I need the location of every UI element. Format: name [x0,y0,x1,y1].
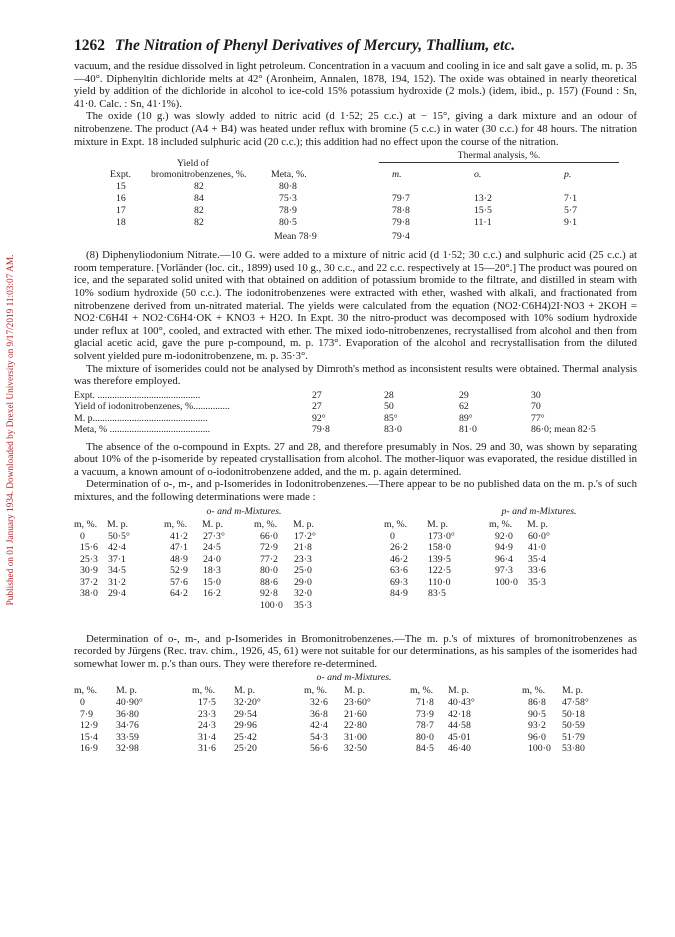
table-cell: 80·0 [416,731,434,743]
download-stamp-text: Published on 01 January 1934. Downloaded by Drexel University on 9/17/2019 11:03:07 AM. [6,254,16,606]
paragraph-7: Determination of o-, m-, and p-Isomerides in Bromonitrobenzenes.—The m. p.'s of mixtures of bromonitrobenzenes as recorded by Jürgens (Rec. trav. chim., 1926, 45, 61) were not suitable for our determinations, as his samples of the isomerides had somewhat lower m. p.'s than ours. They were therefore re-determined. [74,632,637,670]
running-title: The Nitration of Phenyl Derivatives of Mercury, Thallium, etc. [114,37,516,54]
table-cell: 62 [459,401,469,413]
table-cell: 0 [80,697,85,709]
table-cell: 21·60 [344,708,367,720]
table-cell: 42·4 [108,542,126,554]
thermal-analysis-header: Thermal analysis, %. [457,150,541,162]
table-cell: 31·00 [344,731,367,743]
table-cell: 57·6 [170,576,188,588]
table-cell: 100·0 [495,576,518,588]
table-cell: 25·0 [294,565,312,577]
table-cell: 15·0 [203,576,221,588]
paragraph-6: Determination of o-, m-, and p-Isomerides in Iodonitrobenzenes.—There appear to be no published data on the m. p.'s of such mixtures, and the following determinations were made : [74,478,637,504]
table-cell: 77° [531,412,545,424]
table-cell: 80·0 [260,565,278,577]
col-mp: M. p. [234,685,255,697]
col-mp: M. p. [562,685,583,697]
table-cell: 35·3 [528,576,546,588]
table-cell: 27 [312,389,322,401]
table-cell: 78·8 [392,205,410,217]
table-cell: 66·0 [260,530,278,542]
table-cell: 25·42 [234,731,257,743]
table-cell: 86·0; mean 82·5 [531,424,596,436]
table-iodination [74,390,637,438]
col-m-percent: m, %. [192,685,216,697]
table-cell: 83·0 [384,424,402,436]
mean-label: Mean 78·9 [274,231,317,243]
col-meta: Meta, %. [271,169,307,181]
caption-om-mixtures: o- and m-Mixtures. [206,505,282,517]
table-cell: 17 [116,205,126,217]
table-cell: 100·0 [528,743,551,755]
table-cell: 22·80 [344,720,367,732]
col-mp: M. p. [448,685,469,697]
paragraph-4: The mixture of isomerides could not be analysed by Dimroth's method as inconsistent results were obtained. Thermal analysis was therefore employed. [74,362,637,388]
table-cell: 29·4 [108,588,126,600]
table-cell: 122·5 [428,565,451,577]
table-cell: 26·2 [390,542,408,554]
table-cell: 23·60° [344,697,371,709]
table-cell: 84 [194,193,204,205]
table-cell: 46·40 [448,743,471,755]
col-mp: M. p. [293,518,314,530]
table-cell: 24·0 [203,553,221,565]
thermal-rule [379,162,619,163]
table-cell: 54·3 [310,731,328,743]
table-cell: 51·79 [562,731,585,743]
table-cell: 32·50 [344,743,367,755]
table-cell: 92° [312,412,326,424]
col-m-percent: m, %. [410,685,434,697]
table-cell: 88·6 [260,576,278,588]
table-cell: 81·0 [459,424,477,436]
table-cell: 23·3 [198,708,216,720]
mean-m: 79·4 [392,231,410,243]
table-cell: 89° [459,412,473,424]
table-cell: 41·2 [170,530,188,542]
col-m-percent: m, %. [74,518,98,530]
table-cell: 29·0 [294,576,312,588]
table-cell: 97·3 [495,565,513,577]
table-cell: 96·4 [495,553,513,565]
table-cell: 11·1 [474,217,492,229]
table-cell: 35·3 [294,599,312,611]
paragraph-1: vacuum, and the residue dissolved in light petroleum. Concentration in a vacuum and cooling in ice and salt gave a solid, m. p. 35—40°. Diphenyltin dichloride melts at 42° (Aronheim, Annalen, 1878, 194, 152). The oxide was obtained in nearly theoretical yield by addition of the dichloride in alcohol to ice-cold 15% potassium hydroxide (2 mols.) (idem, ibid., p. 157) (Found : Sn, 41·0. Calc. : Sn, 41·1%). [74,60,637,110]
table-cell: 46·2 [390,553,408,565]
table-cell: 36·80 [116,708,139,720]
table-cell: 79·7 [392,193,410,205]
table-cell: 73·9 [416,708,434,720]
table-cell: 139·5 [428,553,451,565]
table-cell: 40·90° [116,697,143,709]
table-cell: 64·2 [170,588,188,600]
table-cell: 50·5° [108,530,130,542]
table-cell: 30·9 [80,565,98,577]
table-cell: 48·9 [170,553,188,565]
table-cell: 31·2 [108,576,126,588]
table-cell: 78·9 [279,205,297,217]
table-cell: 94·9 [495,542,513,554]
table-cell: 34·5 [108,565,126,577]
table-cell: 47·58° [562,697,589,709]
table-cell: 50·18 [562,708,585,720]
table-cell: 83·5 [428,588,446,600]
table-cell: 27·3° [203,530,225,542]
running-header [74,36,637,56]
download-stamp [0,120,20,740]
row-label: Yield of iodonitrobenzenes, %............... [74,401,230,413]
table-cell: 24·5 [203,542,221,554]
table-cell: 85° [384,412,398,424]
table-cell: 72·9 [260,542,278,554]
table-cell: 40·43° [448,697,475,709]
col-m-percent: m, %. [489,518,513,530]
table-bromonitro-mp [74,672,637,756]
table-cell: 33·59 [116,731,139,743]
table-cell: 16·9 [80,743,98,755]
table-cell: 79·8 [392,217,410,229]
table-cell: 9·1 [564,217,578,229]
table-cell: 17·2° [294,530,316,542]
table-cell: 28 [384,389,394,401]
table-cell: 25·3 [80,553,98,565]
yield-of-label: Yield of [177,158,209,170]
col-p: p. [564,169,572,181]
col-expt: Expt. [110,169,131,181]
table-cell: 15 [116,181,126,193]
col-m-percent: m, %. [164,518,188,530]
table-cell: 32·6 [310,697,328,709]
table-cell: 45·01 [448,731,471,743]
table-cell: 100·0 [260,599,283,611]
table-cell: 50·59 [562,720,585,732]
col-o: o. [474,169,482,181]
table-bromination [74,150,637,246]
paragraph-5: The absence of the o-compound in Expts. 27 and 28, and therefore presumably in Nos. 29 and 30, was shown by separating about 10% of the p-isomeride by repeated crystallisation from alcohol. The mother-liquor was evaporated, the residue distilled in a vacuum, a known amount of o-iodonitrobenzene added, and the m. p. again determined. [74,440,637,478]
table-cell: 5·7 [564,205,578,217]
table-cell: 16 [116,193,126,205]
table-cell: 33·6 [528,565,546,577]
table-cell: 44·58 [448,720,471,732]
table-cell: 0 [80,530,85,542]
table-cell: 31·6 [198,743,216,755]
table-cell: 53·80 [562,743,585,755]
table-cell: 92·0 [495,530,513,542]
table-cell: 78·7 [416,720,434,732]
col-m-percent: m, %. [522,685,546,697]
table-cell: 82 [194,205,204,217]
table-cell: 77·2 [260,553,278,565]
table-iodonitro-mp [74,506,637,630]
table-cell: 15·6 [80,542,98,554]
table-cell: 37·1 [108,553,126,565]
table-cell: 50 [384,401,394,413]
table-cell: 32·0 [294,588,312,600]
paragraph-2: The oxide (10 g.) was slowly added to nitric acid (d 1·52; 25 c.c.) at − 15°, giving a dark mixture and an odour of nitrobenzene. The product (A4 + B4) was heated under reflux with bromine (5 c.c.) in water (30 c.c.) for 48 hours. The nitration mixture in Expt. 18 included sulphuric acid (20 c.c.); this addition had no effect upon the course of the nitration. [74,110,637,148]
paragraph-3: (8) Diphenyliodonium Nitrate.—10 G. were added to a mixture of nitric acid (d 1·52; 30 c.c.) and sulphuric acid (25 c.c.) at room temperature. [Vorländer (loc. cit., 1899) used 10 g., 30 c.c., and 22 c.c. respectively at 15—20°.] The product was poured on ice, and the separated solid united with that obtained on addition of potassium bromide to the filtrate, and distilled in steam with 10% sodium hydroxide (50 c.c.). The iodonitrobenzenes were extracted with ether, washed with alkali, and fractionated from nitrobenzene derived from un-nitrated material. The yields were calculated from the equation (NO2·C6H4)2I·NO3 + 2KOH = NO2·C6H4I + NO2·C6H4·OK + KNO3 + H2O. In Expt. 30 the nitro-product was decomposed with 10% sodium hydroxide under reflux at 100°, cooled, and extracted with ether. The mixed iodo-nitrobenzenes, recrystallised from alcohol and then from glacial acetic acid, gave the pure p-compound, m. p. 173°. Evaporation of the alcohol and recrystallisation from the diluted solvent yielded pure m-iodonitrobenzene, m. p. 35·3°. [74,249,637,362]
table-cell: 30 [531,389,541,401]
col-mp: M. p. [344,685,365,697]
table-cell: 32·98 [116,743,139,755]
table-cell: 41·0 [528,542,546,554]
col-m-percent: m, %. [254,518,278,530]
table-cell: 71·8 [416,697,434,709]
table-cell: 7·9 [80,708,94,720]
col-mp: M. p. [202,518,223,530]
table-cell: 42·4 [310,720,328,732]
table-cell: 15·5 [474,205,492,217]
table-cell: 82 [194,217,204,229]
table-cell: 110·0 [428,576,451,588]
table-cell: 82 [194,181,204,193]
page-number: 1262 [74,37,105,54]
table-cell: 32·20° [234,697,261,709]
col-mp: M. p. [527,518,548,530]
table-cell: 16·2 [203,588,221,600]
table-cell: 56·6 [310,743,328,755]
table-cell: 86·8 [528,697,546,709]
table-cell: 18·3 [203,565,221,577]
table-cell: 79·8 [312,424,330,436]
table-cell: 96·0 [528,731,546,743]
table-cell: 93·2 [528,720,546,732]
table-cell: 80·5 [279,217,297,229]
col-m: m. [392,169,402,181]
row-label: Expt. .......................................... [74,389,201,401]
table-cell: 17·5 [198,697,216,709]
col-yield: bromonitrobenzenes, %. [151,169,247,181]
table-cell: 13·2 [474,193,492,205]
table-cell: 36·8 [310,708,328,720]
table-cell: 173·0° [428,530,455,542]
table-cell: 29 [459,389,469,401]
table-cell: 23·3 [294,553,312,565]
table-cell: 69·3 [390,576,408,588]
table-cell: 63·6 [390,565,408,577]
col-mp: M. p. [116,685,137,697]
table-cell: 29·96 [234,720,257,732]
table-cell: 84·9 [390,588,408,600]
table-cell: 84·5 [416,743,434,755]
table-cell: 75·3 [279,193,297,205]
table-cell: 25·20 [234,743,257,755]
table-cell: 24·3 [198,720,216,732]
table-cell: 15·4 [80,731,98,743]
col-mp: M. p. [107,518,128,530]
table-cell: 21·8 [294,542,312,554]
table-cell: 80·8 [279,181,297,193]
table-cell: 7·1 [564,193,578,205]
table-cell: 38·0 [80,588,98,600]
table-cell: 92·8 [260,588,278,600]
table-cell: 0 [390,530,395,542]
table-cell: 34·76 [116,720,139,732]
table-cell: 37·2 [80,576,98,588]
caption-pm-mixtures: p- and m-Mixtures. [501,505,577,517]
table-cell: 47·1 [170,542,188,554]
table-cell: 70 [531,401,541,413]
paper-page [74,36,637,759]
table-cell: 18 [116,217,126,229]
table-cell: 29·54 [234,708,257,720]
row-label: M. p............................................... [74,412,208,424]
table-cell: 31·4 [198,731,216,743]
col-mp: M. p. [427,518,448,530]
caption-bromo-om-mixtures: o- and m-Mixtures. [316,672,392,684]
table-cell: 42·18 [448,708,471,720]
table-cell: 158·0 [428,542,451,554]
table-cell: 60·0° [528,530,550,542]
table-cell: 27 [312,401,322,413]
table-cell: 12·9 [80,720,98,732]
table-cell: 52·9 [170,565,188,577]
row-label: Meta, % ......................................... [74,424,211,436]
col-m-percent: m, %. [384,518,408,530]
col-m-percent: m, %. [74,685,98,697]
table-cell: 90·5 [528,708,546,720]
col-m-percent: m, %. [304,685,328,697]
table-cell: 35·4 [528,553,546,565]
